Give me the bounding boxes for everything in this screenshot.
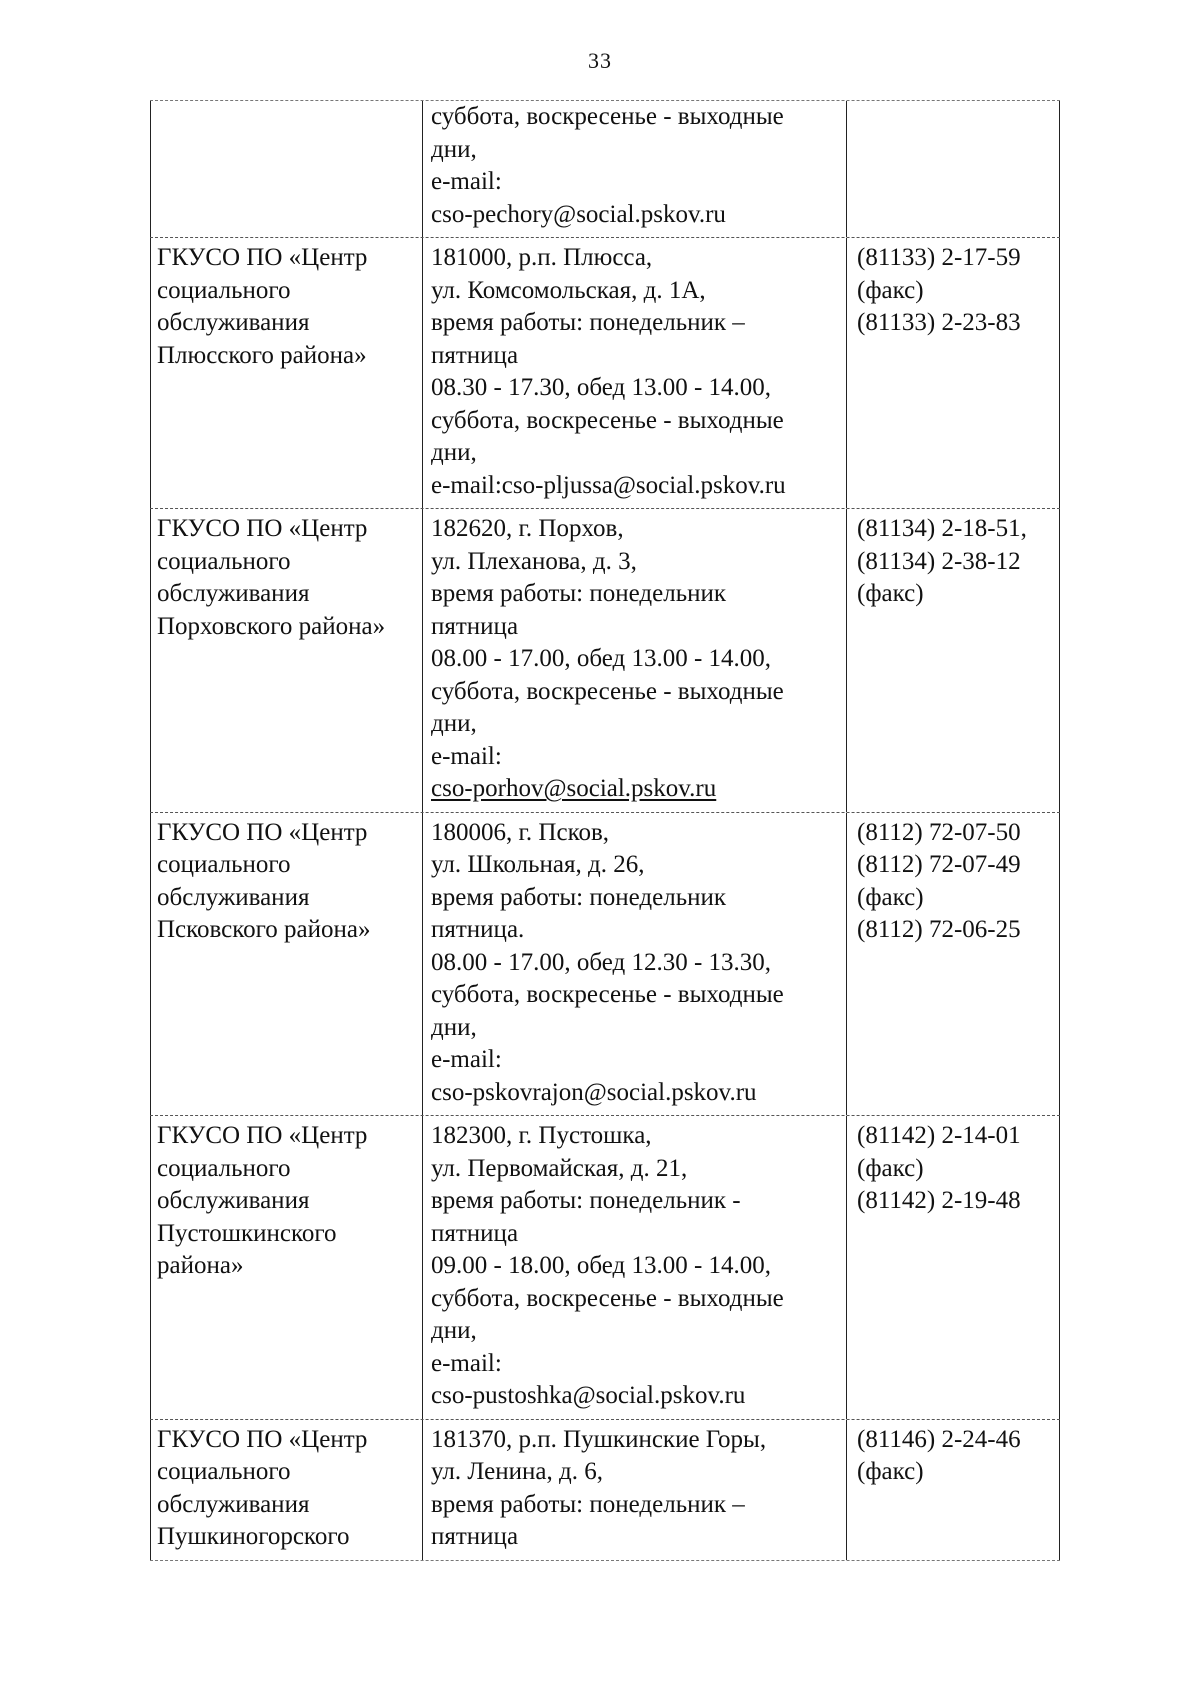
institution-name-cell — [150, 1420, 422, 1560]
text-line: суббота, воскресенье - выходные — [431, 103, 784, 130]
text-line: дни, — [431, 439, 477, 466]
text-line: ГКУСО ПО «Центр — [157, 1122, 368, 1149]
text-line: 09.00 - 18.00, обед 13.00 - 14.00, — [431, 1252, 772, 1279]
text-line: e-mail: — [431, 1046, 502, 1073]
text-line: Порховского района» — [157, 612, 386, 640]
address-hours-cell — [422, 1116, 846, 1419]
address-hours-cell — [422, 813, 846, 1116]
text-line: 08.30 - 17.30, обед 13.00 - 14.00, — [431, 374, 772, 401]
text-line: (81142) 2-14-01 — [857, 1122, 1021, 1149]
address-hours-cell — [422, 1420, 846, 1560]
text-line: e-mail: — [431, 1349, 502, 1377]
text-line: социального — [157, 1458, 291, 1485]
table-row — [150, 238, 1060, 509]
email-text: e-mail:cso-pljussa@social.pskov.ru — [431, 471, 786, 499]
text-line: социального — [157, 276, 291, 304]
text-line: обслуживания — [157, 1187, 310, 1214]
text-line: пятница. — [431, 916, 525, 943]
table-row — [150, 813, 1060, 1117]
text-line: (81142) 2-19-48 — [857, 1187, 1021, 1214]
text-line: время работы: понедельник — [431, 883, 726, 911]
text-line: социального — [157, 547, 291, 575]
text-line: время работы: понедельник — [431, 580, 726, 607]
text-line: (факс) — [857, 883, 924, 911]
text-line: время работы: понедельник – — [431, 309, 745, 336]
text-line: пятница — [431, 341, 519, 369]
text-line: ул. Плеханова, д. 3, — [431, 547, 637, 575]
text-line: пятница — [431, 612, 519, 640]
table-row — [150, 509, 1060, 813]
text-line: 180006, г. Псков, — [431, 818, 610, 846]
text-line: e-mail: — [431, 742, 502, 770]
text-line: суббота, воскресенье - выходные — [431, 677, 784, 705]
text-line: (факс) — [857, 580, 924, 607]
text-line: ул. Комсомольская, д. 1А, — [431, 276, 706, 304]
text-line: социального — [157, 851, 291, 878]
text-line: дни, — [431, 1317, 477, 1344]
text-line: (81134) 2-18-51, — [857, 515, 1027, 542]
phone-cell — [846, 813, 1060, 1116]
text-line: дни, — [431, 1013, 477, 1041]
address-hours-cell — [422, 101, 846, 237]
text-line: Пустошкинского — [157, 1219, 337, 1247]
institution-name-cell — [150, 813, 422, 1116]
phone-cell — [846, 1116, 1060, 1419]
email-text: cso-pechory@social.pskov.ru — [431, 200, 726, 228]
text-line: 08.00 - 17.00, обед 13.00 - 14.00, — [431, 645, 772, 672]
text-line: Плюсского района» — [157, 341, 367, 369]
text-line: Пушкиногорского — [157, 1523, 350, 1550]
text-line: суббота, воскресенье - выходные — [431, 406, 784, 434]
text-line: 181370, р.п. Пушкинские Горы, — [431, 1425, 767, 1453]
text-line: социального — [157, 1154, 291, 1182]
institution-name-cell — [150, 509, 422, 812]
text-line: (факс) — [857, 1458, 924, 1485]
text-line: (факс) — [857, 276, 924, 304]
text-line: (8112) 72-07-49 — [857, 851, 1021, 878]
phone-cell — [846, 509, 1060, 812]
text-line: 181000, р.п. Плюсса, — [431, 244, 653, 271]
institution-name-cell — [150, 238, 422, 508]
page-number: 33 — [588, 48, 612, 73]
text-line: (8112) 72-06-25 — [857, 916, 1021, 943]
address-hours-cell — [422, 238, 846, 508]
text-line: время работы: понедельник – — [431, 1490, 745, 1518]
text-line: e-mail: — [431, 168, 502, 195]
text-line: пятница — [431, 1219, 519, 1247]
text-line: (8112) 72-07-50 — [857, 818, 1021, 846]
phone-cell — [846, 238, 1060, 508]
text-line: (факс) — [857, 1154, 924, 1182]
text-line: ГКУСО ПО «Центр — [157, 1425, 368, 1453]
table-row — [150, 100, 1060, 238]
text-line: ул. Ленина, д. 6, — [431, 1458, 603, 1485]
text-line: ул. Школьная, д. 26, — [431, 851, 645, 878]
text-line: (81133) 2-23-83 — [857, 309, 1021, 336]
text-line: (81134) 2-38-12 — [857, 547, 1021, 575]
text-line: ГКУСО ПО «Центр — [157, 244, 368, 271]
text-line: Псковского района» — [157, 916, 371, 943]
text-line: 182620, г. Порхов, — [431, 515, 624, 542]
text-line: 182300, г. Пустошка, — [431, 1122, 652, 1149]
email-text: cso-pskovrajon@social.pskov.ru — [431, 1078, 757, 1106]
text-line: 08.00 - 17.00, обед 12.30 - 13.30, — [431, 948, 772, 976]
text-line: суббота, воскресенье - выходные — [431, 981, 784, 1008]
text-line: (81133) 2-17-59 — [857, 244, 1021, 271]
text-line: суббота, воскресенье - выходные — [431, 1284, 784, 1312]
phone-cell — [846, 101, 1060, 237]
email-text: cso-porhov@social.pskov.ru — [431, 775, 717, 802]
email-text: cso-pustoshka@social.pskov.ru — [431, 1382, 746, 1409]
text-line: дни, — [431, 710, 477, 737]
institution-name-cell — [150, 101, 422, 237]
text-line: ГКУСО ПО «Центр — [157, 818, 368, 846]
institutions-table — [150, 100, 1060, 1561]
text-line: ГКУСО ПО «Центр — [157, 515, 368, 542]
institution-name-cell — [150, 1116, 422, 1419]
text-line: обслуживания — [157, 883, 310, 911]
table-row — [150, 1420, 1060, 1561]
text-line: пятница — [431, 1523, 519, 1550]
text-line: обслуживания — [157, 1490, 310, 1518]
text-line: района» — [157, 1252, 244, 1279]
table-row — [150, 1116, 1060, 1420]
address-hours-cell — [422, 509, 846, 812]
text-line: дни, — [431, 135, 477, 163]
text-line: (81146) 2-24-46 — [857, 1425, 1021, 1453]
text-line: время работы: понедельник - — [431, 1187, 741, 1214]
text-line: обслуживания — [157, 580, 310, 607]
phone-cell — [846, 1420, 1060, 1560]
text-line: обслуживания — [157, 309, 310, 336]
text-line: ул. Первомайская, д. 21, — [431, 1154, 688, 1182]
